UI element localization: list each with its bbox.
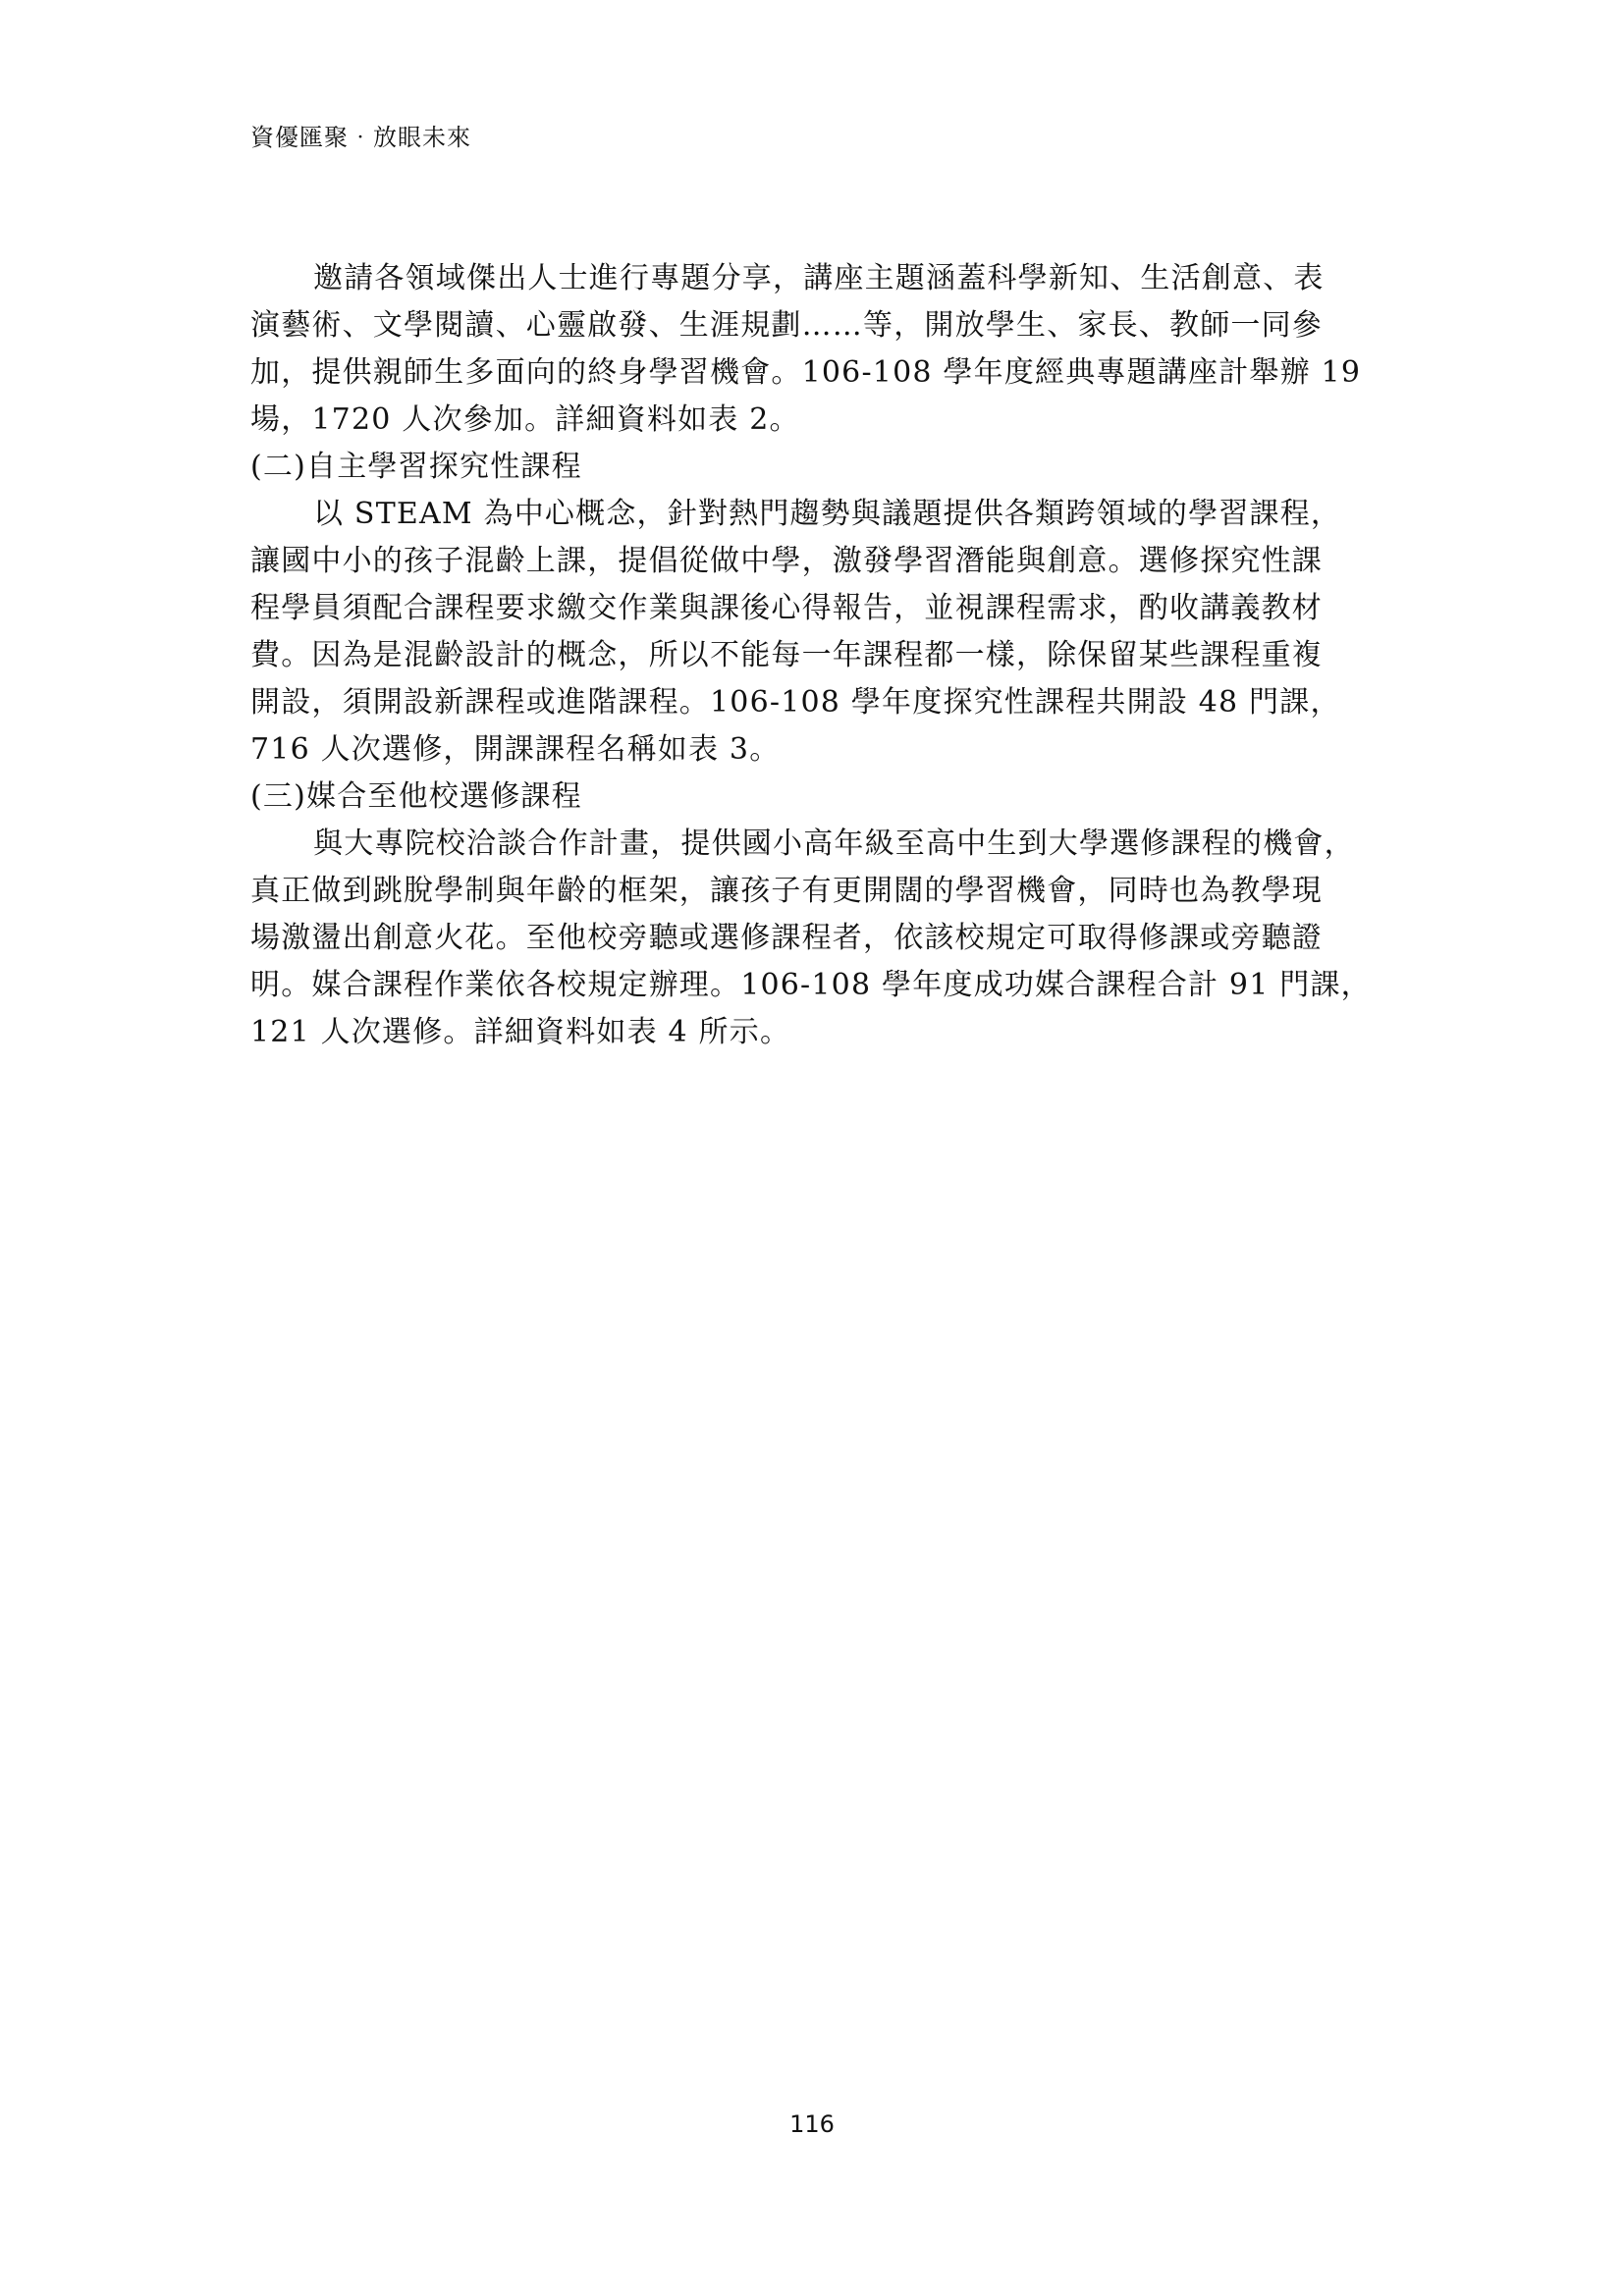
paragraph-line: 場，1720 人次參加。詳細資料如表 2。 (250, 402, 800, 437)
body-text (250, 255, 1389, 1056)
paragraph-line: 場激盪出創意火花。至他校旁聽或選修課程者，依該校規定可取得修課或旁聽證 (250, 921, 1323, 955)
paragraph-line: 程學員須配合課程要求繳交作業與課後心得報告，並視課程需求，酌收講義教材 (250, 591, 1323, 625)
paragraph-line: 真正做到跳脫學制與年齡的框架，讓孩子有更開闊的學習機會，同時也為教學現 (250, 874, 1323, 908)
paragraph-line: 讓國中小的孩子混齡上課，提倡從做中學，激發學習潛能與創意。選修探究性課 (250, 544, 1323, 578)
paragraph-line: 費。因為是混齡設計的概念，所以不能每一年課程都一樣，除保留某些課程重複 (250, 638, 1323, 672)
running-header: 資優匯聚‧放眼未來 (250, 124, 471, 151)
paragraph-line: 716 人次選修，開課課程名稱如表 3。 (250, 732, 781, 767)
section-heading: (二)自主學習探究性課程 (250, 450, 582, 484)
paragraph-line: 開設，須開設新課程或進階課程。106-108 學年度探究性課程共開設 48 門課， (250, 685, 1341, 720)
paragraph-line: 演藝術、文學閱讀、心靈啟發、生涯規劃……等，開放學生、家長、教師一同參 (250, 308, 1323, 343)
paragraph-line: 邀請各領域傑出人士進行專題分享，講座主題涵蓋科學新知、生活創意、表 (313, 261, 1325, 295)
paragraph-line: 以 STEAM 為中心概念，針對熱門趨勢與議題提供各類跨領域的學習課程， (313, 497, 1342, 531)
page-number: 116 (789, 2110, 835, 2138)
section-heading: (三)媒合至他校選修課程 (250, 779, 582, 814)
paragraph-line: 與大專院校洽談合作計畫，提供國小高年級至高中生到大學選修課程的機會， (313, 827, 1355, 861)
paragraph-line: 加，提供親師生多面向的終身學習機會。106-108 學年度經典專題講座計舉辦 19 (250, 355, 1362, 390)
paragraph-line: 121 人次選修。詳細資料如表 4 所示。 (250, 1015, 791, 1049)
paragraph-line: 明。媒合課程作業依各校規定辦理。106-108 學年度成功媒合課程合計 91 門課， (250, 968, 1372, 1002)
